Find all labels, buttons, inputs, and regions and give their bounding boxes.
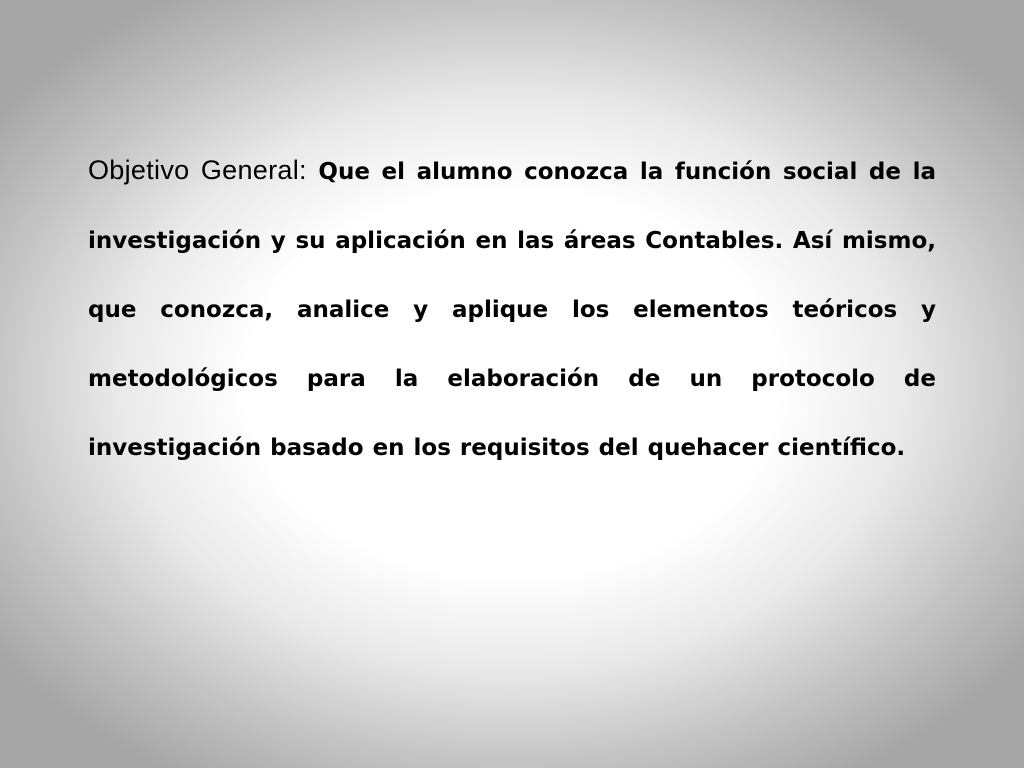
objective-body: Que el alumno conozca la función social de la investigación y su aplicación en las áreas Contables. Así mismo, que conozca, analice y aplique los elementos teóricos y metodológicos para la elaboración de un protocolo de investigación basado en los requisitos del quehacer científico. [88, 159, 936, 461]
objective-paragraph [88, 136, 936, 483]
objective-label: Objetivo General: [88, 155, 307, 185]
